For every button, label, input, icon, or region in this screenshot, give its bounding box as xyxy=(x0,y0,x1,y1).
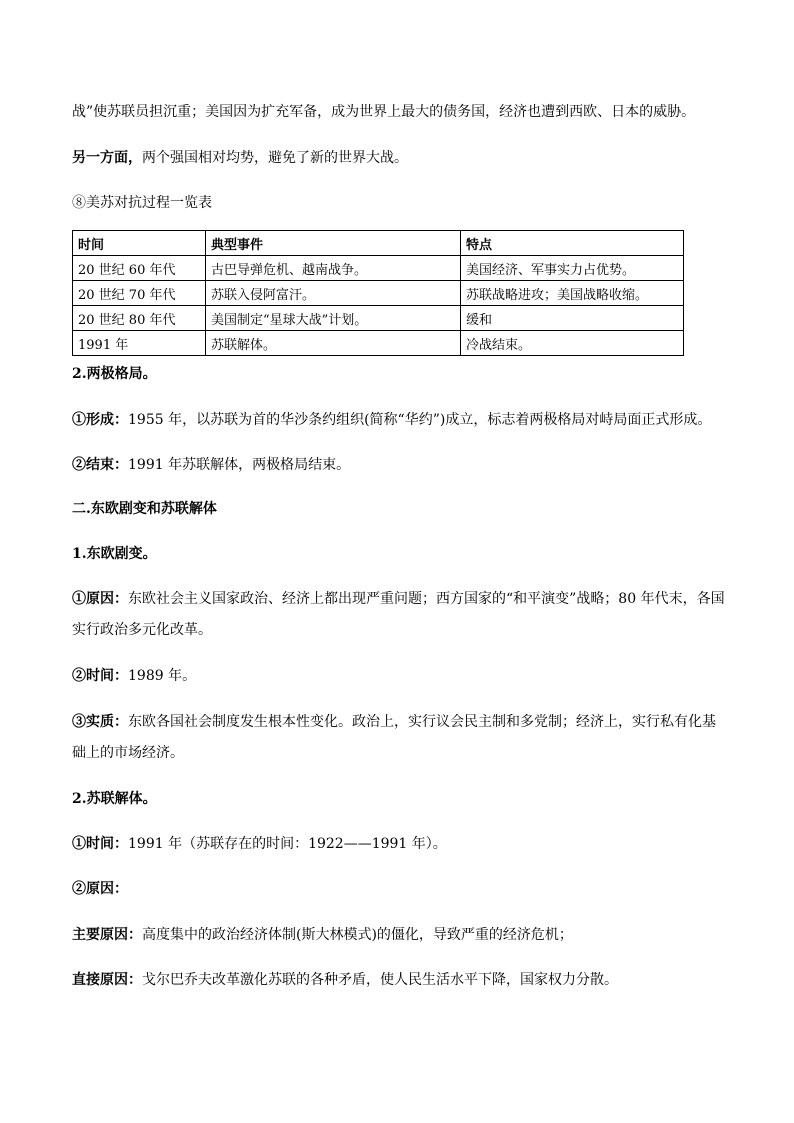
item-dissolution-cause: ②原因： xyxy=(72,881,128,897)
paragraph-lead: 另一方面， xyxy=(72,150,142,166)
item-lead: ①时间： xyxy=(72,836,128,852)
header-cell-feature: 特点 xyxy=(461,231,684,256)
header-cell-event: 典型事件 xyxy=(206,231,461,256)
table-cell: 苏联入侵阿富汗。 xyxy=(206,281,461,306)
item-text: 1989 年。 xyxy=(128,668,197,684)
part-heading-eastern-europe: 二.东欧剧变和苏联解体 xyxy=(72,501,217,517)
table-cell: 20 世纪 80 年代 xyxy=(73,306,206,331)
item-cause xyxy=(72,589,725,609)
table-row xyxy=(73,281,684,306)
direct-cause xyxy=(72,970,618,990)
item-text: 戈尔巴乔夫改革激化苏联的各种矛盾，使人民生活水平下降，国家权力分散。 xyxy=(142,972,618,988)
item-end xyxy=(72,455,350,475)
table-cell: 苏联解体。 xyxy=(206,331,461,356)
paragraph-continuation: 战”使苏联员担沉重；美国因为扩充军备，成为世界上最大的债务国，经济也遭到西欧、日本的威胁。 xyxy=(72,104,696,120)
item-essence xyxy=(72,712,716,732)
item-text: 东欧社会主义国家政治、经济上都出现严重问题；西方国家的“和平演变”战略；80 年代末，各国 xyxy=(128,591,725,607)
table-cell: 1991 年 xyxy=(73,331,206,356)
item-lead: ③实质： xyxy=(72,714,128,730)
table-cell: 苏联战略进攻；美国战略收缩。 xyxy=(461,281,684,306)
item-text: 东欧各国社会制度发生根本性变化。政治上，实行议会民主制和多党制；经济上，实行私有化基 xyxy=(128,714,716,730)
table-row xyxy=(73,306,684,331)
item-text: 1955 年，以苏联为首的华沙条约组织(简称“华约”)成立，标志着两极格局对峙局面正式形成。 xyxy=(128,412,712,428)
paragraph-text: 两个强国相对均势，避免了新的世界大战。 xyxy=(142,150,408,166)
item-lead: ①原因： xyxy=(72,591,128,607)
item-text: 高度集中的政治经济体制(斯大林模式)的僵化，导致严重的经济危机； xyxy=(142,927,573,943)
table-cell: 美国制定“星球大战”计划。 xyxy=(206,306,461,331)
item-lead: ②结束： xyxy=(72,457,128,473)
table-caption: ⑧美苏对抗过程一览表 xyxy=(72,195,212,211)
header-cell-time: 时间 xyxy=(73,231,206,256)
item-formation xyxy=(72,410,711,430)
item-cause-continued: 实行政治多元化改革。 xyxy=(72,622,212,638)
main-cause xyxy=(72,925,573,945)
subheading-eastern-europe: 1.东欧剧变。 xyxy=(72,546,157,562)
item-text: 1991 年（苏联存在的时间：1922——1991 年）。 xyxy=(128,836,447,852)
item-lead: 主要原因： xyxy=(72,927,142,943)
item-time xyxy=(72,666,196,686)
table-cell: 美国经济、军事实力占优势。 xyxy=(461,256,684,281)
section-heading-bipolar: 2.两极格局。 xyxy=(72,366,157,382)
table-cell: 古巴导弹危机、越南战争。 xyxy=(206,256,461,281)
item-essence-continued: 础上的市场经济。 xyxy=(72,745,184,761)
table-cell: 20 世纪 70 年代 xyxy=(73,281,206,306)
item-text: 1991 年苏联解体，两极格局结束。 xyxy=(128,457,351,473)
item-lead: ②时间： xyxy=(72,668,128,684)
table-cell: 缓和 xyxy=(461,306,684,331)
confrontation-table xyxy=(72,230,684,356)
table-cell: 冷战结束。 xyxy=(461,331,684,356)
item-dissolution-time xyxy=(72,834,447,854)
table-row xyxy=(73,331,684,356)
table-header-row xyxy=(73,231,684,256)
item-lead: 直接原因： xyxy=(72,972,142,988)
table-cell: 20 世纪 60 年代 xyxy=(73,256,206,281)
table-row xyxy=(73,256,684,281)
item-lead: ①形成： xyxy=(72,412,128,428)
paragraph-other-side xyxy=(72,148,408,168)
subheading-ussr-dissolution: 2.苏联解体。 xyxy=(72,791,157,807)
